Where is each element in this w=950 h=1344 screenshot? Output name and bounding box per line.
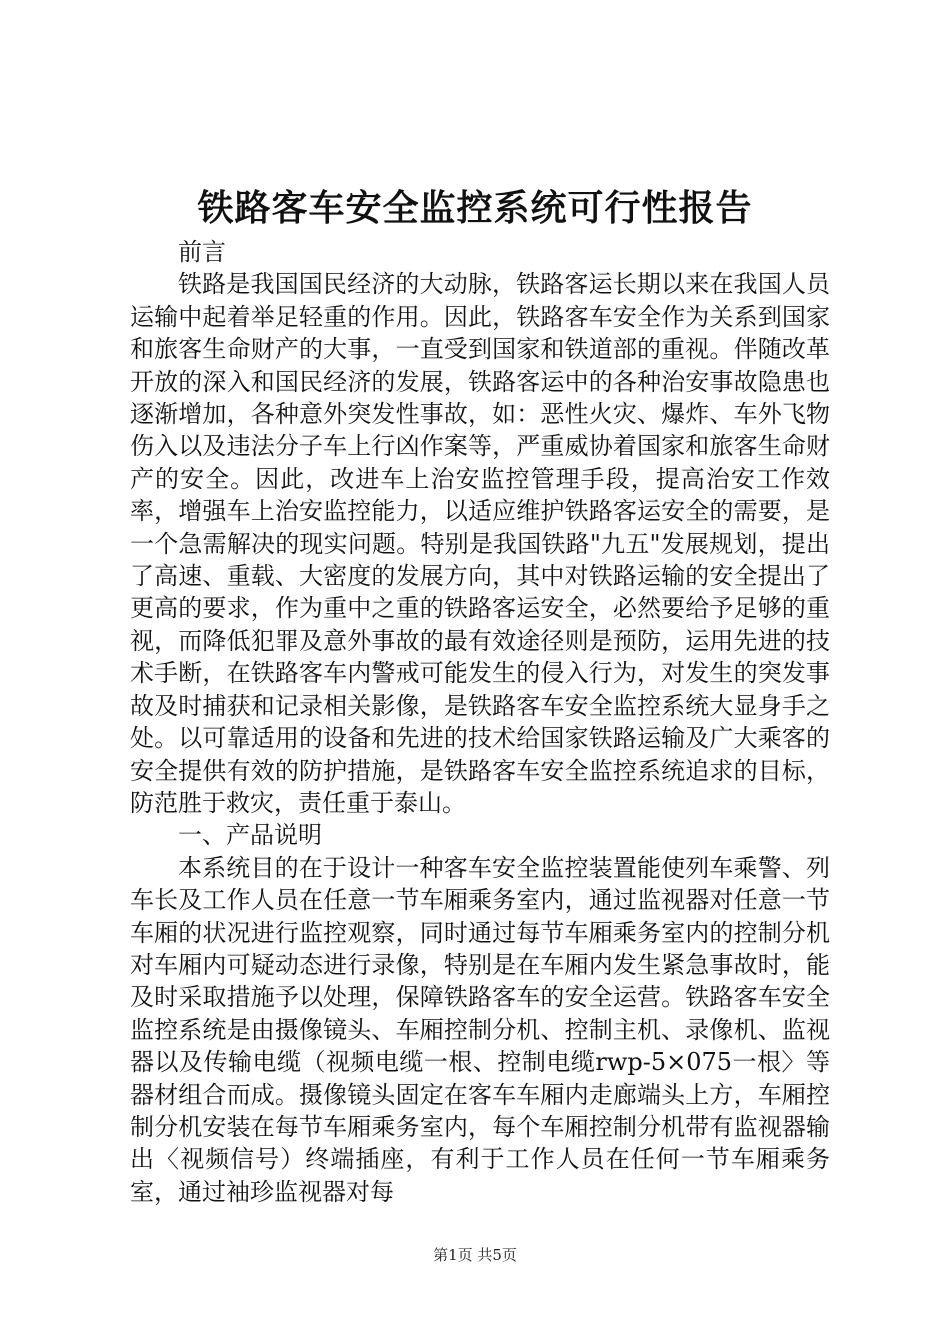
section-heading-product-description: 一、产品说明: [178, 821, 322, 850]
document-title: 铁路客车安全监控系统可行性报告: [197, 187, 753, 229]
paragraph-introduction: 铁路是我国国民经济的大动脉，铁路客运长期以来在我国人员运输中起着举足轻重的作用。因此，铁路客车安全作为关系到国家和旅客生命财产的大事，一直受到国家和铁道部的重视。伴随改革开放的深入和国民经济的发展，铁路客运中的各种治安事故隐患也逐渐增加，各种意外突发性事故，如：恶性火灾、爆炸、车外飞物伤入以及违法分子车上行凶作案等，严重威协着国家和旅客生命财产的安全。因此，改进车上治安监控管理手段，提高治安工作效率，增强车上治安监控能力，以适应维护铁路客运安全的需要，是一个急需解决的现实问题。特别是我国铁路"九五"发展规划，提出了高速、重载、大密度的发展方向，其中对铁路运输的安全提出了更高的要求，作为重中之重的铁路客运安全，必然要给予足够的重视，而降低犯罪及意外事故的最有效途径则是预防，运用先进的技术手断，在铁路客车内警戒可能发生的侵入行为，对发生的突发事故及时捕获和记录相关影像，是铁路客车安全监控系统大显身手之处。以可靠适用的设备和先进的技术给国家铁路运输及广大乘客的安全提供有效的防护措施，是铁路客车安全监控系统追求的目标，防范胜于救灾，责任重于泰山。: [130, 270, 830, 817]
page-footer: 第1页 共5页: [433, 1246, 517, 1264]
section-heading-preface: 前言: [178, 238, 226, 266]
document-body: [130, 236, 830, 1208]
paragraph-product-description: 本系统目的在于设计一种客车安全监控装置能使列车乘警、列车长及工作人员在任意一节车厢乘务室内，通过监视器对任意一节车厢的状况进行监控观察，同时通过每节车厢乘务室内的控制分机对车厢内可疑动态进行录像，特别是在车厢内发生紧急事故时，能及时采取措施予以处理，保障铁路客车的安全运营。铁路客车安全监控系统是由摄像镜头、车厢控制分机、控制主机、录像机、监视器以及传输电缆（视频电缆一根、控制电缆rwp-5×075一根〉等器材组合而成。摄像镜头固定在客车车厢内走廊端头上方，车厢控制分机安装在每节车厢乘务室内，每个车厢控制分机带有监视器输出〈视频信号）终端插座，有利于工作人员在任何一节车厢乘务室，通过袖珍监视器对每: [130, 853, 830, 1206]
